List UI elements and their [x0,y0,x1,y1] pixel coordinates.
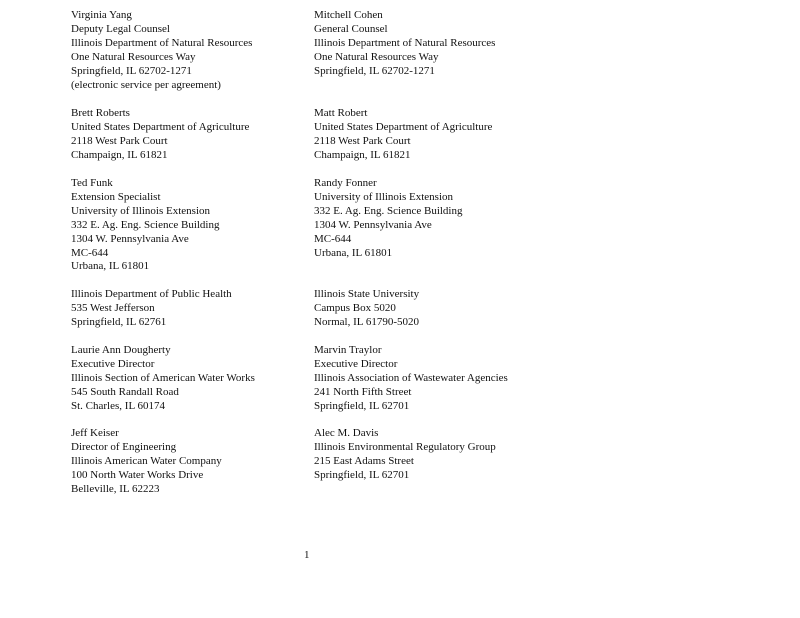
city-state-zip: Urbana, IL 61801 [71,260,150,273]
city-state-zip: Belleville, IL 62223 [71,482,160,495]
address-block-right-4 [314,288,419,330]
city-state-zip: Springfield, IL 62702-1271 [314,64,435,77]
contact-title: Executive Director [314,357,398,370]
mail-code: MC-644 [314,232,352,245]
city-state-zip: Champaign, IL 61821 [314,148,411,161]
organization: Illinois Department of Natural Resources [314,36,496,49]
organization: Illinois Association of Wastewater Agencies [314,371,508,384]
street-address: 2118 West Park Court [314,134,411,147]
organization: Illinois Department of Public Health [71,288,232,300]
address-block-right-5 [314,344,508,414]
address-block-left-6 [71,427,222,497]
street-address: 2118 West Park Court [71,134,168,147]
contact-name: Virginia Yang [71,9,132,21]
street-address: 215 East Adams Street [314,454,414,467]
contact-title: Executive Director [71,357,155,370]
contact-name: Matt Robert [314,107,368,119]
contact-name: Jeff Keiser [71,427,119,439]
contact-title: General Counsel [314,22,388,35]
city-state-zip: Springfield, IL 62761 [71,315,167,328]
organization: Illinois Environmental Regulatory Group [314,440,496,453]
contact-title: Director of Engineering [71,440,177,453]
address-block-left-5 [71,344,255,414]
address-block-left-1 [71,9,252,92]
contact-name: Alec M. Davis [314,427,379,439]
building: 332 E. Ag. Eng. Science Building [71,218,220,231]
address-block-left-3 [71,177,219,274]
street-address: 1304 W. Pennsylvania Ave [71,232,189,245]
mail-code: MC-644 [71,246,109,259]
street-address: 535 West Jefferson [71,301,155,314]
organization: Illinois Department of Natural Resources [71,36,253,49]
street-address: Campus Box 5020 [314,301,396,314]
street-address: One Natural Resources Way [314,50,439,63]
street-address: 241 North Fifth Street [314,385,412,398]
address-block-left-2 [71,107,249,163]
street-address: One Natural Resources Way [71,50,196,63]
city-state-zip: Urbana, IL 61801 [314,246,393,259]
city-state-zip: Normal, IL 61790-5020 [314,315,419,328]
city-state-zip: Springfield, IL 62702-1271 [71,64,192,77]
address-block-right-6 [314,427,496,483]
organization: Illinois American Water Company [71,454,222,467]
building: 332 E. Ag. Eng. Science Building [314,204,463,217]
address-block-left-4 [71,288,232,330]
service-note: (electronic service per agreement) [71,78,221,91]
organization: United States Department of Agriculture [314,120,493,133]
address-block-right-1 [314,9,495,79]
contact-name: Ted Funk [71,177,113,189]
city-state-zip: Champaign, IL 61821 [71,148,168,161]
page-number: 1 [304,549,310,561]
contact-name: Marvin Traylor [314,344,382,356]
address-block-right-2 [314,107,492,163]
contact-title: Deputy Legal Counsel [71,22,170,35]
organization: University of Illinois Extension [71,204,211,217]
contact-name: Randy Fonner [314,177,377,189]
organization: University of Illinois Extension [314,190,454,203]
contact-name: Mitchell Cohen [314,9,383,21]
city-state-zip: Springfield, IL 62701 [314,399,410,412]
organization: United States Department of Agriculture [71,120,250,133]
contact-name: Brett Roberts [71,107,130,119]
city-state-zip: St. Charles, IL 60174 [71,399,165,412]
address-block-right-3 [314,177,462,260]
contact-title: Extension Specialist [71,190,161,203]
organization: Illinois Section of American Water Works [71,371,255,384]
contact-name: Laurie Ann Dougherty [71,344,171,356]
organization: Illinois State University [314,288,420,300]
street-address: 1304 W. Pennsylvania Ave [314,218,432,231]
city-state-zip: Springfield, IL 62701 [314,468,410,481]
street-address: 545 South Randall Road [71,385,179,398]
street-address: 100 North Water Works Drive [71,468,204,481]
